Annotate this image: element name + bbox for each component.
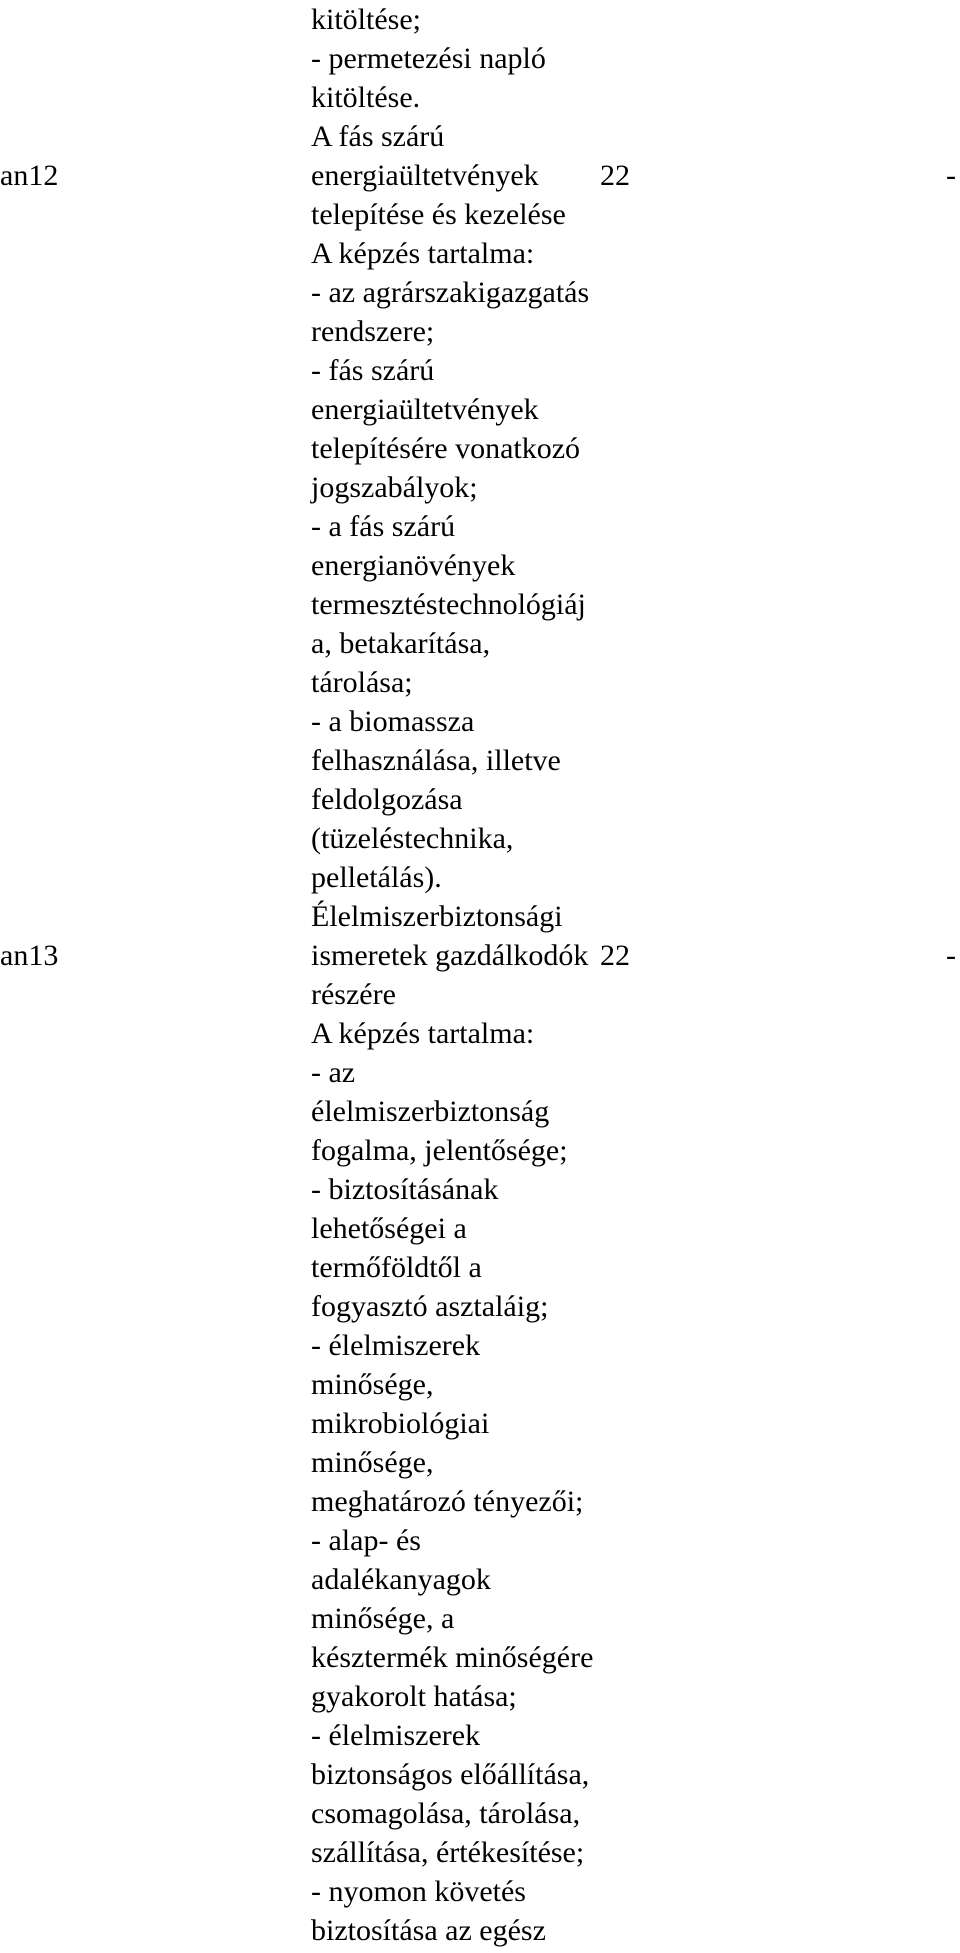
text-line: tárolása; <box>311 666 413 699</box>
text-line: minősége, <box>311 1446 434 1479</box>
row-dash-an13: - <box>946 939 956 972</box>
text-line: feldolgozása <box>311 783 463 816</box>
text-line: késztermék minőségére <box>311 1641 594 1674</box>
text-line: felhasználása, illetve <box>311 744 561 777</box>
row-code-an13: an13 <box>0 939 59 972</box>
text-line: (tüzeléstechnika, <box>311 822 514 855</box>
text-line: - permetezési napló <box>311 42 546 75</box>
text-line: rendszere; <box>311 315 435 348</box>
text-line: biztosítása az egész <box>311 1914 546 1947</box>
text-line: minősége, a <box>311 1602 455 1635</box>
text-line: minősége, <box>311 1368 434 1401</box>
text-line: termőföldtől a <box>311 1251 482 1284</box>
text-line: szállítása, értékesítése; <box>311 1836 585 1869</box>
text-line: telepítésére vonatkozó <box>311 432 581 465</box>
course-title-line: Élelmiszerbiztonsági <box>311 900 563 933</box>
text-line: - az agrárszakigazgatás <box>311 276 590 309</box>
text-line: - biztosításának <box>311 1173 499 1206</box>
course-title-line: részére <box>311 978 396 1011</box>
course-title-line: ismeretek gazdálkodók <box>311 939 589 972</box>
text-line: lehetőségei a <box>311 1212 467 1245</box>
row-hours-an12: 22 <box>600 159 630 192</box>
text-line: - élelmiszerek <box>311 1719 481 1752</box>
text-line: élelmiszerbiztonság <box>311 1095 550 1128</box>
text-line: - élelmiszerek <box>311 1329 481 1362</box>
course-title-line: energiaültetvények <box>311 159 539 192</box>
course-title-line: A fás szárú <box>311 120 445 153</box>
row-hours-an13: 22 <box>600 939 630 972</box>
text-line: - nyomon követés <box>311 1875 526 1908</box>
text-line: biztonságos előállítása, <box>311 1758 590 1791</box>
row-dash-an12: - <box>946 159 956 192</box>
course-description-column <box>311 0 731 1950</box>
text-line: csomagolása, tárolása, <box>311 1797 581 1830</box>
text-line: kitöltése; <box>311 3 421 36</box>
text-line: fogalma, jelentősége; <box>311 1134 568 1167</box>
text-line: energiaültetvények <box>311 393 539 426</box>
text-line: termesztéstechnológiáj <box>311 588 586 621</box>
text-line: kitöltése. <box>311 81 421 114</box>
text-line: jogszabályok; <box>311 471 478 504</box>
text-line: mikrobiológiai <box>311 1407 490 1440</box>
text-line: energianövények <box>311 549 516 582</box>
text-line: a, betakarítása, <box>311 627 491 660</box>
text-line: - alap- és <box>311 1524 421 1557</box>
text-line: fogyasztó asztaláig; <box>311 1290 549 1323</box>
text-line: A képzés tartalma: <box>311 1017 535 1050</box>
text-line: adalékanyagok <box>311 1563 491 1596</box>
text-line: - a biomassza <box>311 705 475 738</box>
text-line: - a fás szárú <box>311 510 456 543</box>
text-line: A képzés tartalma: <box>311 237 535 270</box>
text-line: gyakorolt hatása; <box>311 1680 517 1713</box>
text-line: pelletálás). <box>311 861 442 894</box>
course-title-line: telepítése és kezelése <box>311 198 566 231</box>
text-line: - az <box>311 1056 356 1089</box>
text-line: - fás szárú <box>311 354 435 387</box>
row-code-an12: an12 <box>0 159 59 192</box>
text-line: meghatározó tényezői; <box>311 1485 584 1518</box>
